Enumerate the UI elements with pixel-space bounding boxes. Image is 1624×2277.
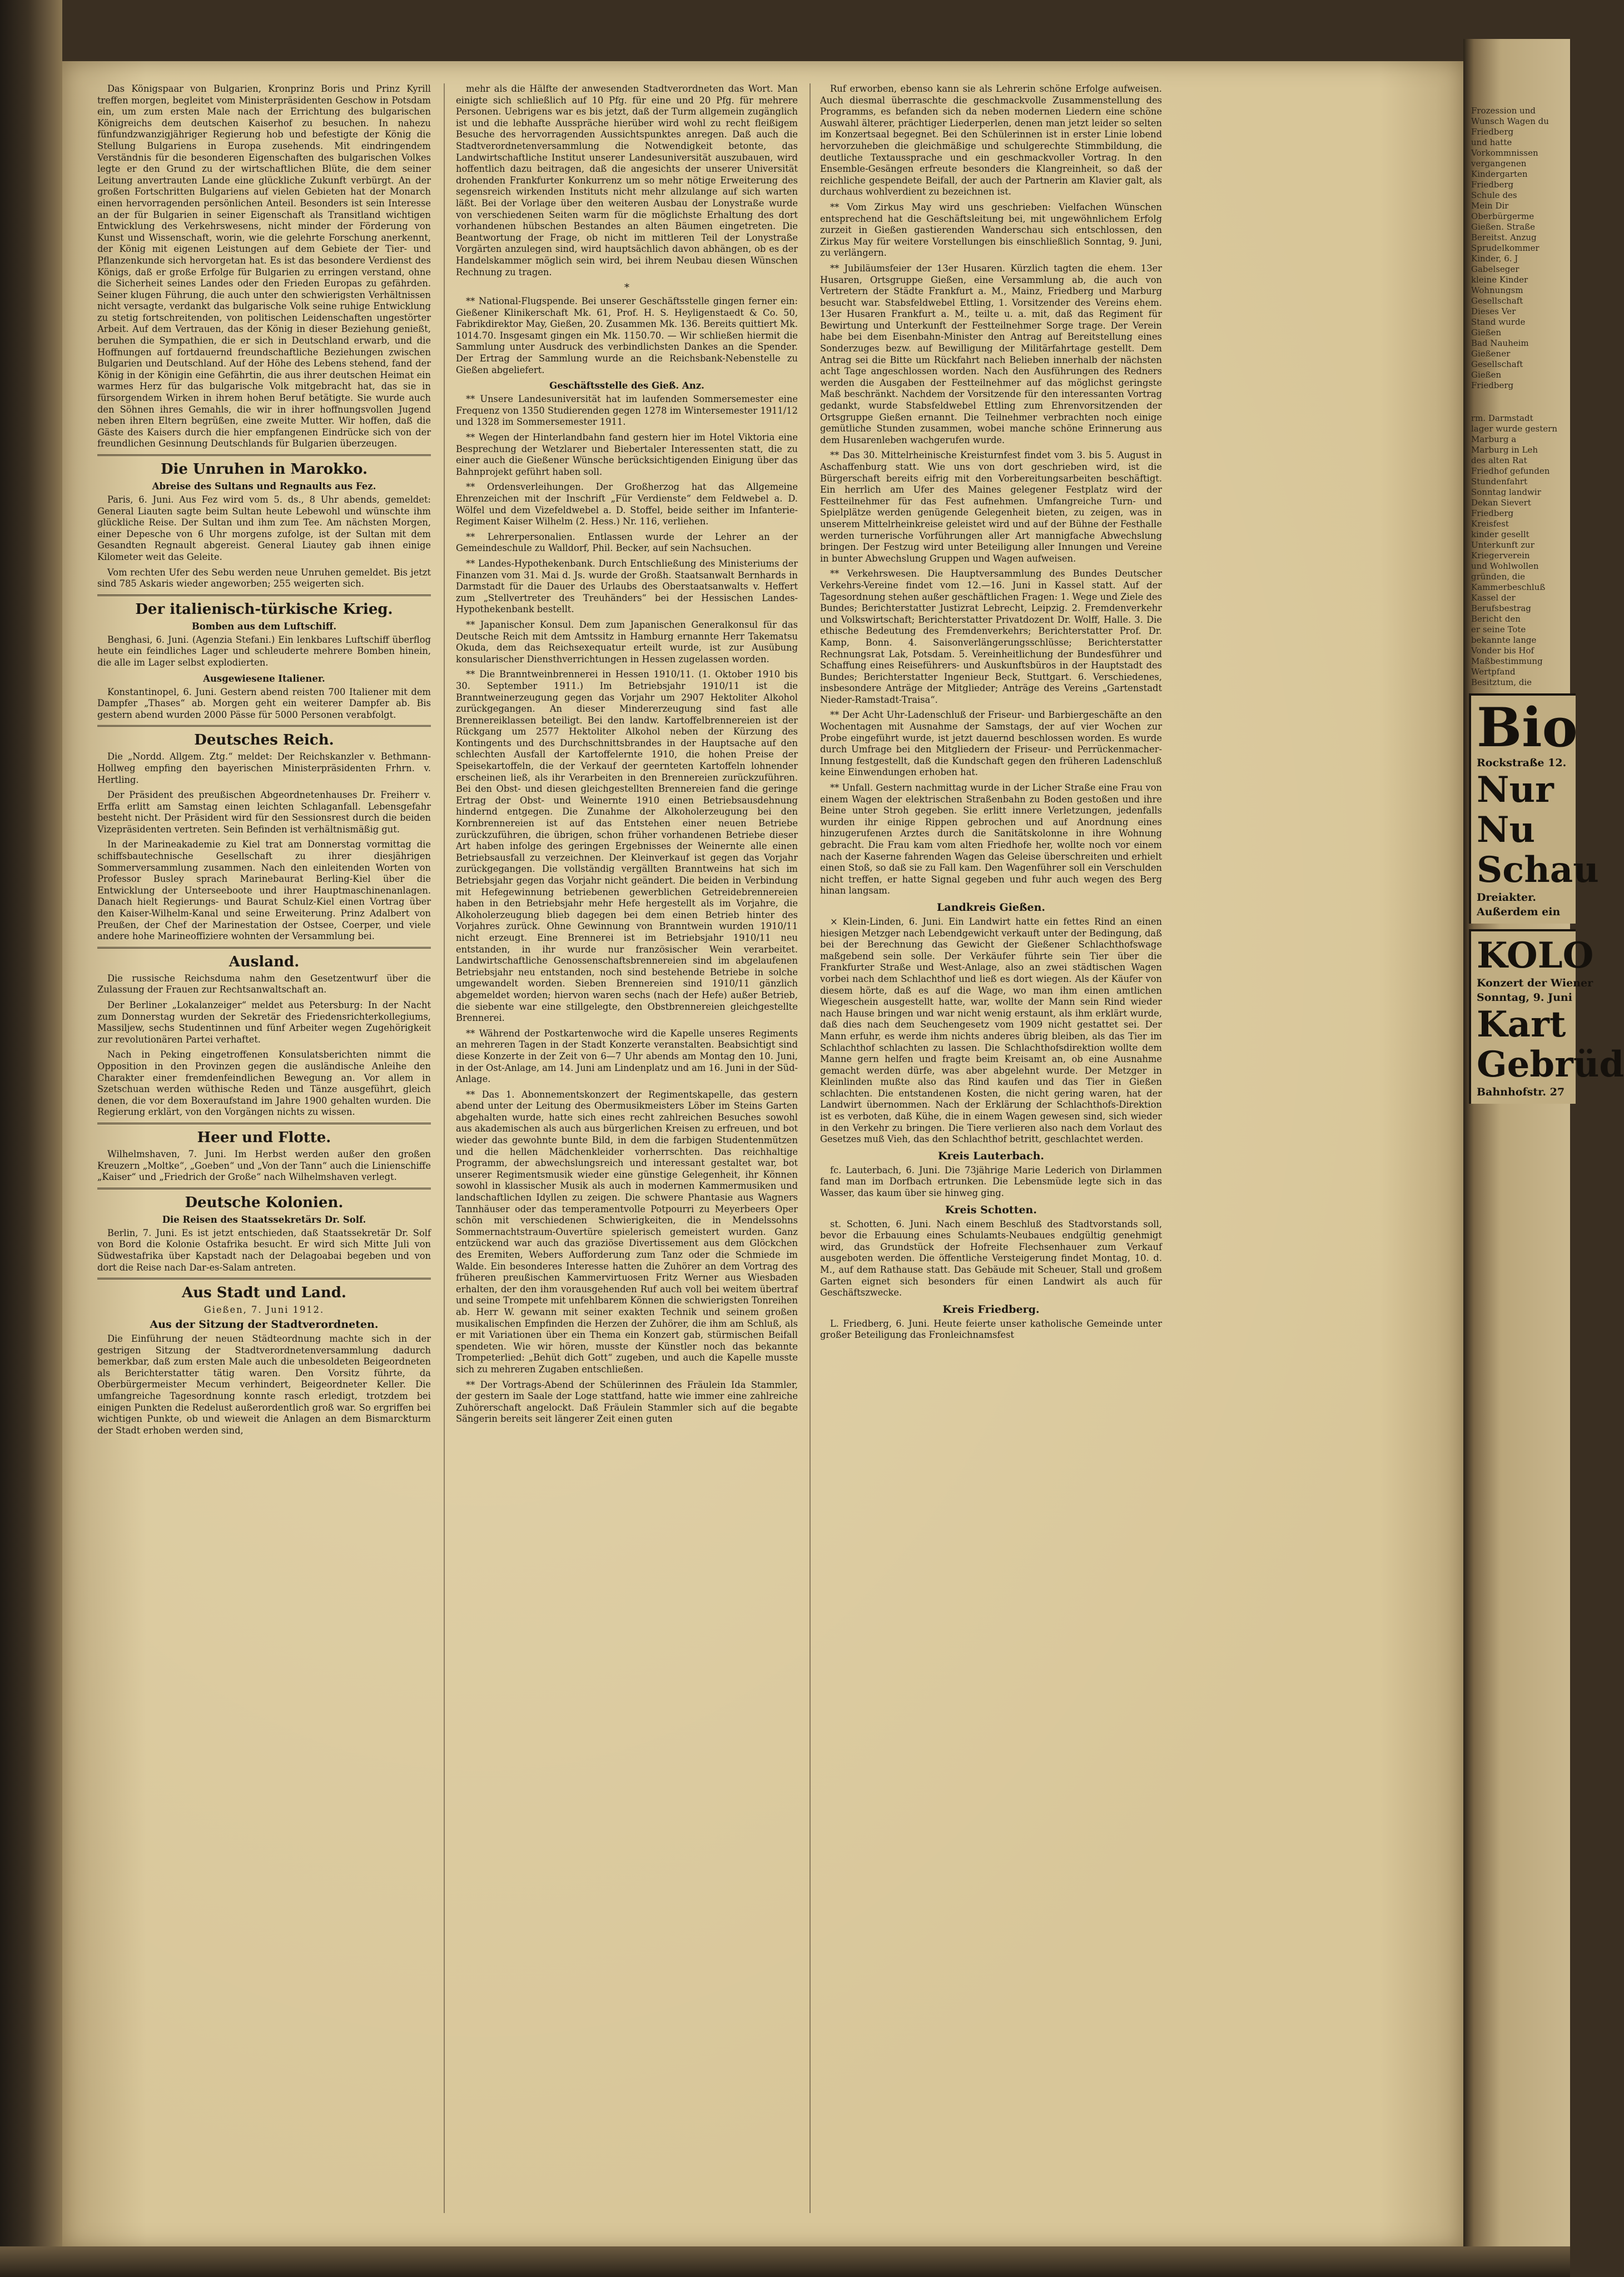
article-paragraph: Nach in Peking eingetroffenen Konsulatsberichten nimmt die Opposition in den Provinzen gegen die ausländische Anleihe den Charakter einer fremdenfeindlichen Bewegung an. Vor allem in Szetschuan werden wüthische Reden und Tänze ausgeführt, gleich denen, die vor dem Boxeraufstand im Jahre 1900 gehalten wurden. Die Regierung erklärt, von den Vorgängen nichts zu wissen. [97,1049,431,1118]
next-page-text-line: Berufsbestrag [1471,603,1531,613]
article-paragraph: ** Japanischer Konsul. Dem zum Japanischen Generalkonsul für das Deutsche Reich mit dem Amtssitz in Hamburg ernannte Herr Takematsu Okuda, dem das Reichsexequatur erteilt wurde, ist zur Ausübung konsularischer Diensthverrichtungen in Hessen zugelassen worden. [456,619,798,664]
article-paragraph: Ruf erworben, ebenso kann sie als Lehrerin schöne Erfolge aufweisen. Auch diesmal überraschte die geschmackvolle Zusammenstellung des Programms, es befanden sich da neben modernen Liedern eine schöne Auswahl älterer, prächtiger Liederperlen, denen man jetzt leider so selten im Konzertsaal begegnet. Bei den Schülerinnen ist in erster Linie lobend hervorzuheben die gleichmäßige und schulgerechte Stimmbildung, die deutliche Textaussprache und ein geschmackvoller Vortrag. In den Ensemble-Gesängen erfreute besonders die Klangreinheit, so daß der reichliche gespendete Beifall, der auch der Partnerin am Klavier galt, als durchaus wohlverdient zu bezeichnen ist. [820,83,1162,197]
next-page-text-line: Dreiakter. [1477,891,1537,904]
article-subheading: Abreise des Sultans und Regnaults aus Fez. [152,481,376,492]
section-separator [97,1278,431,1279]
next-page-text-line: Sonntag landwir [1471,487,1541,497]
next-page-text-line: und Wohlwollen [1471,561,1539,571]
next-page-text-line: Kindergarten [1471,169,1528,179]
next-page-text-line: Friedhof gefunden [1471,466,1550,476]
next-page-text-line: Gießen [1471,328,1502,338]
next-page-text-line: rm. Darmstadt [1471,413,1533,423]
next-page-text-line: lager wurde gestern [1471,424,1557,434]
article-paragraph: L. Friedberg, 6. Juni. Heute feierte unser katholische Gemeinde unter großer Beteiligung das Fronleichnamsfest [820,1318,1162,1341]
column-rule [444,83,445,2213]
subsection-heading: Landkreis Gießen. [936,901,1046,914]
next-page-text-line: Wunsch Wagen du [1471,116,1549,126]
next-page-text-line: Marburg a [1471,434,1517,444]
section-separator [97,1123,431,1124]
article-paragraph: Der Präsident des preußischen Abgeordnetenhauses Dr. Freiherr v. Erffa erlitt am Samstag einen leichten Schlaganfall. Lebensgefahr besteht nicht. Der Präsident wird für den Sessionsrest durch die beiden Vizepräsidenten vertreten. Sein Befinden ist verhältnismäßig gut. [97,790,431,835]
next-page-text-line: Vonder bis Hof [1471,646,1534,656]
article-paragraph: × Klein-Linden, 6. Juni. Ein Landwirt hatte ein fettes Rind an einen hiesigen Metzger nach Lebendgewicht verkauft unter der Bedingung, daß bei der Berechnung das Gewicht der Gießener Schlachthofswage maßgebend sein solle. Der Verkäufer führte sein Tier über die Frankfurter Straße und West-Anlage, also an zwei städtischen Wagen vorbei nach dem Schlachthof und ließ es dort wiegen. Als der Käufer von diesem hörte, daß es auf die Wage, wo man ihm einen amtlichen Wiegeschein ausgestellt hatte, war, wollte der Mann sein Rind wieder nach Hause bringen und war nicht wenig erstaunt, als ihm erklärt wurde, daß dies nach dem Seuchengesetz vom 1909 nicht gestattet sei. Der Mann erfuhr, es werde ihm nichts anderes übrig bleiben, als das Tier im Schlachthof schlachten zu lassen. Die Schlachthofsdirektion wollte dem Manne gern helfen und fragte beim Kreisamt an, ob eine Ausnahme gemacht werden dürfe, was aber abgelehnt wurde. Der Metzger in Kleinlinden mußte also das Rind kaufen und das Tier in Gießen schlachten. Die entstandenen Kosten, die nicht gering waren, hat der Landwirt übernommen. Nach der Erklärung der Schlachthofs-Direktion ist es verboten, daß Kühe, die in einem Wagen gewesen sind, sich wieder in den Verkehr zu bringen. Die Tiere verlieren also nach dem Vorlaut des Gesetzes muß Vieh, das den Schlachthof betritt, geschlachtet werden. [820,916,1162,1145]
next-page-text-line: kinder gesellt [1471,529,1529,539]
next-page-text-line: Oberbürgerme [1471,211,1534,221]
next-page-text-line: Unterkunft zur [1471,540,1534,550]
next-page-text-line: Konzert der Wiener [1477,977,1593,989]
next-page-text-line: Kriegerverein [1471,550,1530,560]
next-page-text-line: Gesellschaft [1471,359,1523,369]
next-page-text-line: und hatte [1471,137,1512,147]
column-rule [809,83,811,2213]
next-page-text-line: Marburg in Leh [1471,445,1538,455]
article-paragraph: ** Verkehrswesen. Die Hauptversammlung des Bundes Deutscher Verkehrs-Vereine findet vom 12.—16. Juni in Kassel statt. Auf der Tagesordnung stehen außer geschäftlichen Fragen: 1. Wege und Ziele des Bundes; Berichterstatter Justizrat Lebrecht, Leipzig. 2. Fremdenverkehr und Volkswirtschaft; Berichterstatter Privatdozent Dr. Wolff, Halle. 3. Die ethische Bedeutung des Fremdenverkehrs; Berichterstatter Prof. Dr. Kamp, Bonn. 4. Saisonverlängerungsschlüsse; Berichterstatter Rechnungsrat Lak, Potsdam. 5. Vereinheitlichung der Bundesführer und Schaffung eines Reiseführers- und Auskunftsbüros in der Hauptstadt des Bundes; Berichterstatter Ingenieur Beck, Stuttgart. 6. Verschiedenes, insbesondere Anträge der Mitglieder; Anträge des Vereins „Gartenstadt Nieder-Ramstadt-Traisa“. [820,568,1162,705]
section-heading: Aus Stadt und Land. [182,1284,346,1302]
section-heading: Ausland. [229,953,300,970]
next-page-text-line: Bericht den [1471,614,1521,624]
next-page-text-line: Mein Dir [1471,201,1509,211]
article-paragraph: Der Berliner „Lokalanzeiger“ meldet aus Petersburg: In der Nacht zum Donnerstag wurden der Sekretär des Friedensrichterkollegiums, Massiljew, sechs Studentinnen und fünf Arbeiter wegen Zugehörigkeit zur revolutionären Partei verhaftet. [97,1000,431,1045]
article-paragraph: Benghasi, 6. Juni. (Agenzia Stefani.) Ein lenkbares Luftschiff überflog heute ein feindliches Lager und schleuderte mehrere Bomben hinein, die alle im Lager selbst explodierten. [97,634,431,668]
subsection-heading: Kreis Schotten. [945,1203,1037,1216]
next-page-text-line: Kreisfest [1471,519,1509,529]
article-paragraph: mehr als die Hälfte der anwesenden Stadtverordneten das Wort. Man einigte sich schließlich auf 10 Pfg. für eine und 20 Pfg. für mehrere Personen. Uebrigens war es bis jetzt, daß der Turm allgemein zugänglich ist und die lebhafte Ausspräche hierüber wird wohl zu recht fleißigem Besuche des hervorragenden Aussichtspunktes anregen. Daß auch die Stadtverordnetenversammlung die Notwendigkeit betonte, das Landwirtschaftliche Institut unserer Landesuniversität auszubauen, wird hoffentlich dazu beitragen, daß die angesichts der unserer Universität drohenden Frankfurter Konkurrenz um so mehr nötige Erweiterung des segensreich wirkenden Instituts nicht mehr allzulange auf sich warten läßt. Bei der Vorlage über den weiteren Ausbau der Lonystraße wurde von verschiedenen Seiten warm für die möglichste Erhaltung des dort vorhandenen hübschen Bestandes an alten Bäumen eingetreten. Die Beantwortung der Frage, ob nicht im mittleren Teil der Lonystraße Vorgärten anzulegen sind, wird hauptsächlich davon abhängen, ob es der Handelskammer möglich sein wird, bei ihrem Neubau diesen Wünschen Rechnung zu tragen. [456,83,798,277]
next-page-text-line: Rockstraße 12. [1477,757,1567,769]
article-paragraph: ** Der Vortrags-Abend der Schülerinnen des Fräulein Ida Stammler, der gestern im Saale der Loge stattfand, hatte wie immer eine zahlreiche Zuhörerschaft angelockt. Daß Fräulein Stammler sich auf die begabte Sängerin bereits seit längerer Zeit einen guten [456,1379,798,1425]
next-page-text-line: Besitztum, die [1471,677,1532,687]
advertisement-bio [1469,693,1599,924]
next-page-text-line: Kassel der [1471,593,1516,603]
section-separator [97,454,431,456]
next-page-text-line: Schule des [1471,190,1517,200]
next-page-text-line: Außerdem ein [1477,906,1561,918]
next-page-text-line: er seine Tote [1471,624,1526,634]
next-page-text-line: Bereitst. Anzug [1471,232,1537,242]
article-paragraph: ** Während der Postkartenwoche wird die Kapelle unseres Regiments an mehreren Tagen in der Stadt Konzerte veranstalten. Beabsichtigt sind diese Konzerte in der Zeit von 6—7 Uhr abends am Montag den 10. Juni, in der Ost-Anlage, am 14. Juni am Lindenplatz und am 16. Juni in der Süd-Anlage. [456,1028,798,1085]
subsection-heading: Kreis Friedberg. [942,1303,1040,1316]
section-heading: Deutsches Reich. [194,732,334,749]
column-1 [97,83,431,2213]
article-paragraph: Die Einführung der neuen Städteordnung machte sich in der gestrigen Sitzung der Stadtverordnetenversammlung dadurch bemerkbar, daß zum ersten Male auch die unbesoldeten Beigeordneten als Berichterstatter tätig waren. Den Vorsitz führte, da Oberbürgermeister Mecum verhindert, Beigeordneter Keller. Die umfangreiche Tagesordnung konnte rasch erledigt, trotzdem bei einigen Punkten die Redelust außerordentlich groß war. So ergriffen bei wichtigen Punkte, ob und wieweit die Anlagen an dem Bismarckturm der Stadt erhoben werden sind, [97,1333,431,1436]
next-page-text-line: Kammerbeschluß [1471,582,1546,592]
next-page-text-mid [1463,391,1570,688]
article-paragraph: Paris, 6. Juni. Aus Fez wird vom 5. ds., 8 Uhr abends, gemeldet: General Liauten sagte beim Sultan heute Lebewohl und wünschte ihm glückliche Reise. Der Sultan und ihm zum Tee. Am nächsten Morgen, einer Depesche von 6 Uhr morgens zufolge, ist der Sultan mit dem Gesandten Regnault abgereist. General Liautey gab ihnen einige Kilometer weit das Geleite. [97,494,431,562]
article-paragraph: ** Die Branntweinbrennerei in Hessen 1910/11. (1. Oktober 1910 bis 30. September 1911.) Im Betriebsjahr 1910/11 ist die Branntweinerzeugung gegen das Vorjahr um 2907 Hektoliter Alkohol zurückgegangen. An dieser Mindererzeugung sind fast alle Brennereiklassen beteiligt. Bei den landw. Kartoffelbrennereien ist der Rückgang um 2577 Hektoliter Alkohol neben der Kürzung des Kontingents und des Durchschnittsbrandes in der Hauptsache auf den schlechten Ausfall der Kartoffelernte 1910, die hohen Preise der Speisekartoffeln, die der Verkauf der geernteten Kartoffeln lohnender erscheinen ließ, als ihr Verarbeiten in den Brennereien zurückzuführen. Bei den Obst- und diesen gleichgestellten Brennereien fand die geringe Ertrag der Obst- und Weinernte 1910 einen Betriebsausdehnung hindernd entgegen. Die Zunahme der Alkoholerzeugung bei den Kornbrennereien ist auf das Entstehen einer neuen Betriebe zurückzuführen, die übrigen, schon früher vorhandenen Betriebe dieser Art haben infolge des geringen Ergebnisses der Weinernte alle einen Betriebsausfall zu verzeichnen. Der Kleinverkauf ist gegen das Vorjahr zurückgegangen. Die vollständig vergällten Branntweins hat sich im Betriebsjahr gegen das Vorjahr nicht geändert. Die beiden in Verbindung mit Hefegewinnung betriebenen gewerblichen Getreidebrennereien haben in den Betriebsjahr mehr Hefe hergestellt als im Vorjahre, die Alkoholerzeugung blieb dagegen bei dem einen Betrieb hinter des Vorjahres zurück. Ohne Gewinnung von Branntwein wurden 1910/11 nicht erzeugt. Eine Brennerei ist im Betriebsjahr 1910/11 neu entstanden, in ihr wurde nur französischer Wein verarbeitet. Landwirtschaftliche Genossenschaftsbrennereien sind im abgelaufenen Betriebsjahr neu entstanden, noch sind bestehende Betriebe in solche umgewandelt worden. Sieben Brennereien sind 1910/11 gänzlich abgemeldet worden; hiervon waren sechs (nach der Hefe) außer Betrieb, die siebente war eine stillgelegte, den Obstbrennereien gleichgestellte Brennerei. [456,669,798,1024]
next-page-text-line: Friedberg [1471,180,1514,190]
next-page-text-line: kleine Kinder [1471,275,1528,285]
next-page-text-line: Wertpfand [1471,667,1516,677]
next-page-text-line: Maßbestimmung [1471,656,1543,666]
column-3 [820,83,1162,2213]
next-page-text-line: Stand wurde [1471,317,1526,327]
next-page-text-line: Bahnhofstr. 27 [1477,1086,1565,1098]
next-page-strip [1463,39,1624,2246]
article-subheading: Ausgewiesene Italiener. [203,673,325,684]
section-separator [97,725,431,727]
section-heading: Der italienisch-türkische Krieg. [135,601,393,618]
article-paragraph: ** Lehrerpersonalien. Entlassen wurde der Lehrer an der Gemeindeschule zu Walldorf, Phil. Becker, auf sein Nachsuchen. [456,531,798,554]
article-paragraph: fc. Lauterbach, 6. Juni. Die 73jährige Marie Lederich von Dirlammen fand man im Dorfbach ertrunken. Die Lebensmüde legte sich in das Wasser, das kaum über sie hinweg ging. [820,1164,1162,1199]
next-page-text-line: Frozession und [1471,106,1536,116]
next-page-text-line: Kinder, 6. J [1471,254,1518,264]
article-paragraph: Berlin, 7. Juni. Es ist jetzt entschieden, daß Staatssekretär Dr. Solf von Bord die Kolonie Ostafrika besucht. Er wird sich Mitte Juli von Südwestafrika über Kapstadt nach der Delagoabai begeben und von dort die Reise nach Dar-es-Salam antreten. [97,1227,431,1273]
article-paragraph: ** Unsere Landesuniversität hat im laufenden Sommersemester eine Frequenz von 1350 Studierenden gegen 1278 im Wintersemester 1911/12 und 1328 im Sommersemester 1911. [456,394,798,428]
next-page-text-line: Schau [1477,849,1599,891]
next-page-text-line: Gebrüd [1477,1044,1624,1085]
next-page-text-line: Gießen. Straße [1471,222,1536,232]
article-paragraph: Das Königspaar von Bulgarien, Kronprinz Boris und Prinz Kyrill treffen morgen, begleitet vom Ministerpräsidenten Geschow in Potsdam ein, um zum ersten Male nach der Errichtung des bulgarischen Königreichs dem deutschen Kaiserhof zu besuchen. In nahezu fünfundzwanzigjähriger Regierung hob und befestigte der König die Stellung Bulgariens in Europa zusehends. Mit eindringendem Verständnis für die besonderen Eigenschaften des bulgarischen Volkes legte er den Grund zu der wirtschaftlichen Blüte, die dem seiner Leitung anvertrauten Lande eine glückliche Zukunft verbürgt. An der großen Fortschritten Bulgariens auf vielen Gebieten hat der Monarch einen hervorragenden persönlichen Anteil. Besonders ist sein Interesse an der für Bulgarien in seiner Eigenschaft als Transitland wichtigen Entwicklung des Verkehrswesens, nicht minder der Förderung von Kunst und Wissenschaft, worin, wie die gelehrte Forschung anerkennt, der König mit eigenen Leistungen auf dem Gebiete der Tier- und Pflanzenkunde sich hervorgetan hat. Es ist das besondere Verdienst des Königs, daß er große Erfolge für Bulgarien zu erringen verstand, ohne die Sicherheit seines Landes oder den Frieden Europas zu gefährden. Seiner klugen Führung, die auch unter den schwierigsten Verhältnissen nicht versagte, verdankt das bulgarische Volk seine ruhige Entwicklung zu stetig fortschreitenden, von politischen Leidenschaften ungestörter Arbeit. Auf dem Vertrauen, das der König in dieser Beziehung genießt, beruhen die Sympathien, die er sich in Deutschland erwarb, und die Hoffnungen auf fortdauernd freundschaftliche Beziehungen zwischen Bulgarien und Deutschland. Auf der Höhe des Lebens stehend, fand der König in der Königin eine Gefährtin, die aus ihrer deutschen Heimat ein warmes Herz für das bulgarische Volk mitgebracht hat, das sie in fürsorgendem Wirken in ihrem hohen Beruf betätigte. Sie wurde auch den Söhnen ihres Gemahls, die wir in ihrer hoffnungsvollen Jugend neben ihren Eltern begrüßen, eine zweite Mutter. Wir hoffen, daß die Gäste des Kaisers durch die hier empfangenen Eindrücke sich von der freundlichen Gesinnung Deutschlands für Bulgarien überzeugen. [97,83,431,449]
next-page-text-line: Gabelseger [1471,264,1519,274]
next-page-text-line: bekannte lange [1471,635,1537,645]
next-page-text-line: Stundenfahrt [1471,477,1528,487]
article-paragraph: In der Marineakademie zu Kiel trat am Donnerstag vormittag die schiffsbautechnische Gesellschaft zu ihrer diesjährigen Sommerversammlung zusammen. Nach den einleitenden Worten von Professor Busley sprach Marinebaurat Berling-Kiel über die Entwicklung der Unterseeboote und ihrer Hauptmaschinenanlagen. Danach hielt Regierungs- und Baurat Schulz-Kiel einen Vortrag über den Kaiser-Wilhelm-Kanal und seine Erweiterung. Prinz Adalbert von Preußen, der Chef der Marinestation der Ostsee, Coerper, und viele andere hohe Marineoffiziere wohnten der Versammlung bei. [97,839,431,942]
section-separator [97,594,431,596]
article-paragraph: ** Jubiläumsfeier der 13er Husaren. Kürzlich tagten die ehem. 13er Husaren, Ortsgruppe Gießen, eine Versammlung ab, die auch von Vertretern der Städte Frankfurt a. M., Mainz, Friedberg und Marburg besucht war. Stabsfeldwebel Ettling, 1. Vorsitzender des Vereins ehem. 13er Husaren Frankfurt a. M., teilte u. a. mit, daß das Regiment für Bewirtung und Unterkunft der Festteilnehmer Sorge trage. Der Verein habe bei dem Eisenbahn-Minister den Antrag auf Bereitstellung eines Sonderzuges bezw. auf Bewilligung der Militärfahrtage gestellt. Dem Antrag sei die Bitte um Rückfahrt nach Belieben innerhalb der nächsten acht Tage angeschlossen worden. Nach den Ausführungen des Redners werden die Ausgaben der Festteilnehmer auf das möglichst geringste Maß beschränkt. Nachdem der Vorsitzende für den interessanten Vortrag gedankt, wurde Stabsfeldwebel Ettling zum Ehrenvorsitzenden der Ortsgruppe Gießen ernannt. Die Teilnehmer verbrachten noch einige gemütliche Stunden zusammen, wobei manche schöne Erinnerung aus dem Husarenleben wachgerufen wurde. [820,262,1162,445]
section-heading: Die Unruhen in Marokko. [160,461,368,478]
article-paragraph: st. Schotten, 6. Juni. Nach einem Beschluß des Stadtvorstands soll, bevor die Erbauung eines Schulamts-Neubaues endgültig genehmigt wird, das Grundstück der Hofreite Flechsenhauer zum Verkauf ausgeboten werden. Die öffentliche Versteigerung findet Montag, 10. d. M., auf dem Rathause statt. Das Gebäude mit Scheuer, Stall und großem Garten eignet sich besonders für einen Landwirt als auch für Geschäftszwecke. [820,1218,1162,1298]
next-page-text-line: Bad Nauheim [1471,338,1529,348]
article-paragraph: ** Ordensverleihungen. Der Großherzog hat das Allgemeine Ehrenzeichen mit der Inschrift „Für Verdienste“ dem Feldwebel a. D. Wölfel und dem Vizefeldwebel a. D. Stoffel, beide seither im Infanterie-Regiment Kaiser Wilhelm (2. Hess.) Nr. 116, verliehen. [456,482,798,527]
next-page-text-line: Friedberg [1471,508,1514,518]
next-page-text-line: Nu [1477,809,1536,851]
next-page-text-line: Gesellschaft [1471,296,1523,306]
article-paragraph: ** Wegen der Hinterlandbahn fand gestern hier im Hotel Viktoria eine Besprechung der Wetzlarer und Biebertaler Interessenten statt, die zu einer auch die Gießener Wünsche berücksichtigenden Einigung über das Bahnprojekt geführt haben soll. [456,432,798,477]
next-page-text-line: des alten Rat [1471,455,1527,465]
next-page-text-line: Gießen [1471,370,1502,380]
advertisement-kolo [1469,929,1624,1104]
next-page-text-line: KOLO [1477,935,1594,976]
article-paragraph: Vom rechten Ufer des Sebu werden neue Unruhen gemeldet. Bis jetzt sind 785 Askaris wieder angeworben; 255 weigerten sich. [97,567,431,589]
article-subheading: Geschäftsstelle des Gieß. Anz. [549,380,704,391]
article-paragraph: ** Das 30. Mittelrheinische Kreisturnfest findet vom 3. bis 5. August in Aschaffenburg statt. Wie uns von dort geschrieben wird, ist die Bürgerschaft bereits eifrig mit den Vorbereitungsarbeiten beschäftigt. Ein herrlich am Ufer des Maines gelegener Festplatz wird der Festteilnehmer für das Fest aufnehmen. Umfangreiche Turn- und Spielplätze werden genügende Gelegenheit bieten, zu zeigen, was in unserem Mittelrheinkreise geleistet wird und auf der Bühne der Festhalle werden turnerische Vorführungen aller Art mannigfache Abwechslung bringen. Der Festzug wird unter Beteiligung aller Innungen und Vereine in bunter Abwechslung Gruppen und Wagen aufweisen. [820,450,1162,564]
next-page-text-line: Kart [1477,1004,1566,1045]
article-paragraph: Wilhelmshaven, 7. Juni. Im Herbst werden außer den großen Kreuzern „Moltke“, „Goeben“ und „Von der Tann“ auch die Linienschiffe „Kaiser“ und „Friedrich der Große“ nach Wilhelmshaven verlegt. [97,1148,431,1183]
column-2 [456,83,798,2213]
article-paragraph: ** Unfall. Gestern nachmittag wurde in der Licher Straße eine Frau von einem Wagen der elektrischen Straßenbahn zu Boden gestoßen und ihre Beine unter Stroh gegeben. Sie erlitt innere Verletzungen, jedenfalls wurden ihr einige Rippen gebrochen und auf Anordnung eines hinzugerufenen Arztes durch die Sanitätskolonne in ihre Wohnung gebracht. Die Frau kam vom alten Friedhofe her, wollte noch vor einem nach der Kaserne fahrenden Wagen das Geleise überschreiten und erhielt einen Stoß, so daß sie zu Fall kam. Den Wagenführer soll ein Verschulden nicht treffen, er hatte Signal gegeben und fuhr auch wegen des Berg hinan langsam. [820,782,1162,896]
section-separator [97,947,431,949]
article-paragraph: ** Landes-Hypothekenbank. Durch Entschließung des Ministeriums der Finanzen vom 31. Mai d. Js. wurde der Großh. Staatsanwalt Bernhards in Darmstadt für die Dauer des Urlaubs des Oberstaatsanwalts v. Heffert zum „Stellvertreter des Treuhänders“ bei der Hessischen Landes-Hypothekenbank bestellt. [456,558,798,615]
section-heading: Heer und Flotte. [197,1129,331,1146]
next-page-text-top [1463,39,1570,391]
next-page-text-line: Dekan Sievert [1471,498,1531,508]
article-subheading: Die Reisen des Staatssekretärs Dr. Solf. [162,1214,366,1225]
article-paragraph: Die russische Reichsduma nahm den Gesetzentwurf über die Zulassung der Frauen zur Rechtsanwaltschaft an. [97,973,431,995]
page-bottom-edge [0,2246,1570,2277]
article-subheading: Bomben aus dem Luftschiff. [191,621,337,632]
subsection-heading: Aus der Sitzung der Stadtverordneten. [150,1318,379,1331]
next-page-text-line: Bio [1477,696,1578,759]
section-separator [97,1188,431,1189]
section-heading: Deutsche Kolonien. [185,1194,344,1211]
dateline: Gießen, 7. Juni 1912. [203,1304,325,1316]
subsection-heading: Kreis Lauterbach. [937,1149,1045,1162]
article-paragraph: ** Vom Zirkus May wird uns geschrieben: Vielfachen Wünschen entsprechend hat die Geschäftsleitung bei, mit ungewöhnlichem Erfolg zurzeit in Gießen gastierenden Wanderschau sich entschlossen, den Zirkus May für weitere Vorstellungen bis einschließlich Sonntag, 9. Juni, zu verlängern. [820,201,1162,259]
next-page-text-line: Sprudelkommer [1471,243,1539,253]
article-paragraph: Die „Nordd. Allgem. Ztg.“ meldet: Der Reichskanzler v. Bethmann-Hollweg empfing den bayerischen Ministerpräsidenten Frhrn. v. Hertling. [97,751,431,785]
next-page-text-line: Gießener [1471,349,1511,359]
next-page-text-line: Friedberg [1471,127,1514,137]
next-page-text-line: Vorkommnissen [1471,148,1538,158]
article-paragraph: Konstantinopel, 6. Juni. Gestern abend reisten 700 Italiener mit dem Dampfer „Thases“ ab. Morgen geht ein weiterer Dampfer ab. Bis gestern abend wurden 2000 Pässe für 5000 Personen verabfolgt. [97,686,431,720]
next-page-text-line: Dieses Ver [1471,306,1516,316]
book-binding [0,0,62,2277]
next-page-text-line: gründen, die [1471,572,1526,582]
next-page-text-line: vergangenen [1471,158,1527,168]
separator-star: * [624,282,629,294]
article-paragraph: ** Der Acht Uhr-Ladenschluß der Friseur- und Barbiergeschäfte an den Wochentagen mit Ausnahme der Samstags, der auf vier Wochen zur Probe eingeführt wurde, ist jetzt dauernd beschlossen worden. Es wurde durch Umfrage bei den Mitgliedern der Friseur- und Perrückenmacher-Innung festgestellt, daß die Kundschaft gegen den früheren Ladenschluß keine Einwendungen erhoben hat. [820,710,1162,778]
article-paragraph: ** Das 1. Abonnementskonzert der Regimentskapelle, das gestern abend unter der Leitung des Obermusikmeisters Löber im Steins Garten abgehalten wurde, hatte sich eines recht zahlreichen Besuches sowohl aus akademischen als auch aus bürgerlichen Kreisen zu erfreuen, und bot wieder das gewohnte bunte Bild, in dem die farbigen Studentenmützen und die hellen Mädchenkleider vorherrschten. Das reichhaltige Programm, der abwechslungsreich und interessant gestaltet war, bot unserer Regimentsmusik wieder eine günstige Gelegenheit, ihr Können sowohl in klassischer Musik als auch in modernen Kammermusiken und landschaftlichen Idyllen zu zeigen. Die schwere Phantasie aus Wagners Tannhäuser oder das temperamentvolle Potpourri zu Meyerbeers Oper schön mit verschiedenen Schwierigkeiten, die in Mendelssohns Sommernachtstraum-Ouvertüre spielerisch gemeistert wurden. Ganz entzückend war auch das graziöse Divertissement aus dem Glöckchen des Eremiten, Webers Aufforderung zum Tanz oder die Schmiede im Walde. Ein besonderes Interesse hatten die Zuhörer an dem Vortrag des früheren preußischen Kammervirtuosen Fritz Werner aus Wiesbaden erhalten, der den ihm vorausgehenden Ruf auch voll bei weitem übertraf und seine Trompete mit unfehlbarem Können die schwierigsten Tonreihen ab. Herr W. gewann mit seiner exakten Technik und seinem großen musikalischen Empfinden die Herzen der Zuhörer, die ihm am Schluß, als er mit Variationen über ein Thema ein Konzert gab, stürmischen Beifall spendeten. Wie wir hören, musste der Künstler noch das bekannte Trompeterlied: „Behüt dich Gott“ zugeben, und auch die Kapelle musste sich zu mehreren Zugaben entschließen. [456,1089,798,1375]
next-page-text-line: Wohnungsm [1471,285,1523,295]
next-page-text-line: Sonntag, 9. Juni [1477,991,1572,1004]
next-page-text-line: Friedberg [1471,380,1514,390]
article-paragraph: ** National-Flugspende. Bei unserer Geschäftsstelle gingen ferner ein: Gießener Klinikerschaft Mk. 61, Prof. H. S. Heyligenstaedt & Co. 50, Fabrikdirektor May, Gießen, 20. Zusammen Mk. 136. Bereits quittiert Mk. 1014.70. Insgesamt gingen ein Mk. 1150.70. — Wir schließen hiermit die Sammlung unter Ausdruck des verbindlichsten Dankes an die Spender. Der Ertrag der Sammlung wurde an die Reichsbank-Nebenstelle zu Gießen abgeliefert. [456,296,798,375]
next-page-text-line: Nur [1477,769,1554,811]
